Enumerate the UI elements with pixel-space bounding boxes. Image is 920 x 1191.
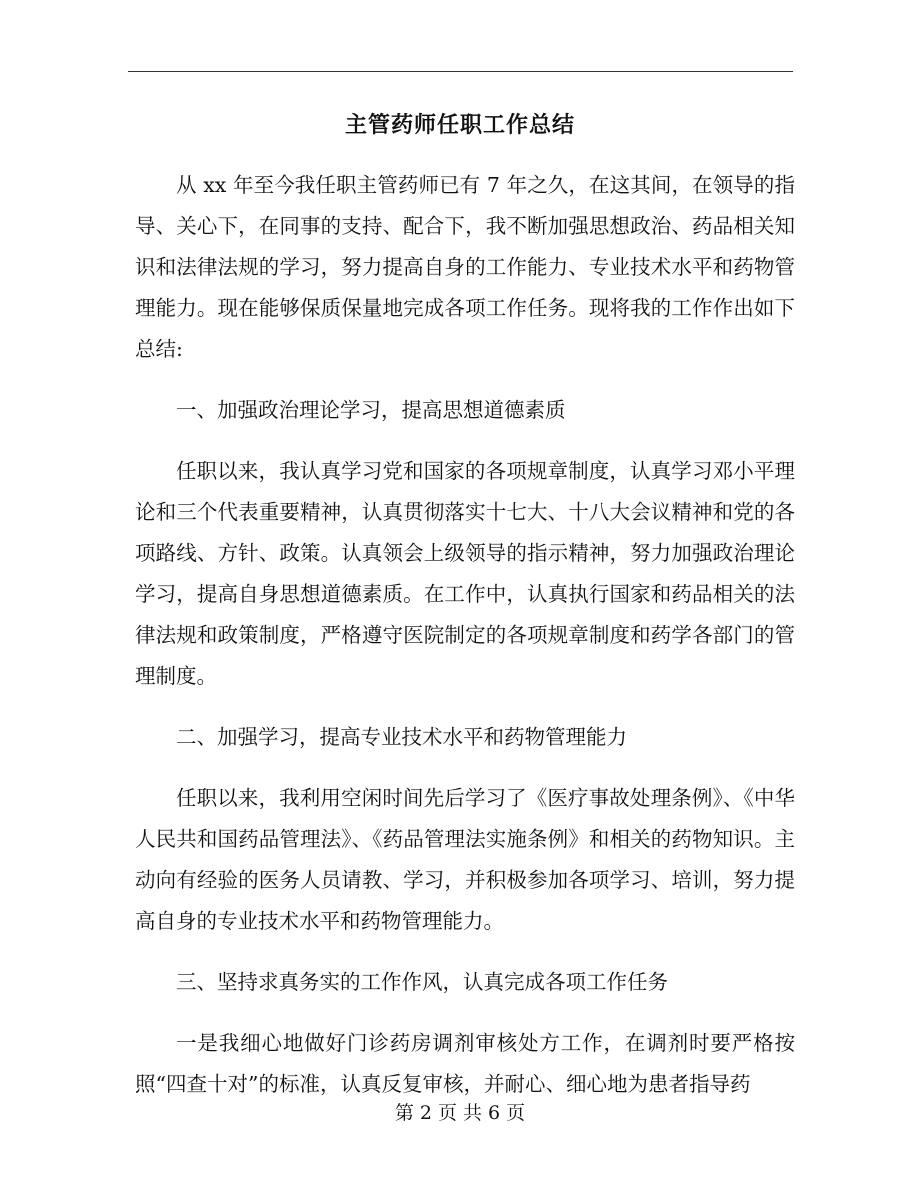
section-2-paragraph: 任职以来，我利用空闲时间先后学习了《医疗事故处理条例》、《中华人民共和国药品管理法》、《药品管理法实施条例》和相关的药物知识。主动向有经验的医务人员请教、学习，并积极参加各项学习、培训，努力提高自身的专业技术水平和药物管理能力。 [135, 786, 795, 933]
section-heading-1: 一、加强政治理论学习，提高思想道德素质 [176, 398, 566, 422]
document-title: 主管药师任职工作总结 [344, 113, 575, 138]
section-heading-3: 三、坚持求真务实的工作作风，认真完成各项工作任务 [176, 970, 668, 994]
section-1-paragraph: 任职以来，我认真学习党和国家的各项规章制度，认真学习邓小平理论和三个代表重要精神，认真贯彻落实十七大、十八大会议精神和党的各项路线、方针、政策。认真领会上级领导的指示精神，努力加强政治理论学习，提高自身思想道德素质。在工作中，认真执行国家和药品相关的法律法规和政策制度，严格遵守医院制定的各项规章制度和药学各部门的管理制度。 [135, 459, 795, 688]
section-3-paragraph: 一是我细心地做好门诊药房调剂审核处方工作，在调剂时要严格按照“四查十对”的标准，认真反复审核，并耐心、细心地为患者指导药 [135, 1031, 795, 1096]
document-body [135, 165, 795, 1125]
page-number: 第 2 页 共 6 页 [394, 1102, 526, 1124]
section-heading-2: 二、加强学习，提高专业技术水平和药物管理能力 [176, 725, 627, 749]
intro-paragraph: 从 xx 年至今我任职主管药师已有 7 年之久，在这其间，在领导的指导、关心下，在同事的支持、配合下，我不断加强思想政治、药品相关知识和法律法规的学习，努力提高自身的工作能力、专业技术水平和药物管理能力。现在能够保质保量地完成各项工作任务。现将我的工作作出如下总结: [135, 173, 795, 361]
header-divider [128, 71, 793, 72]
